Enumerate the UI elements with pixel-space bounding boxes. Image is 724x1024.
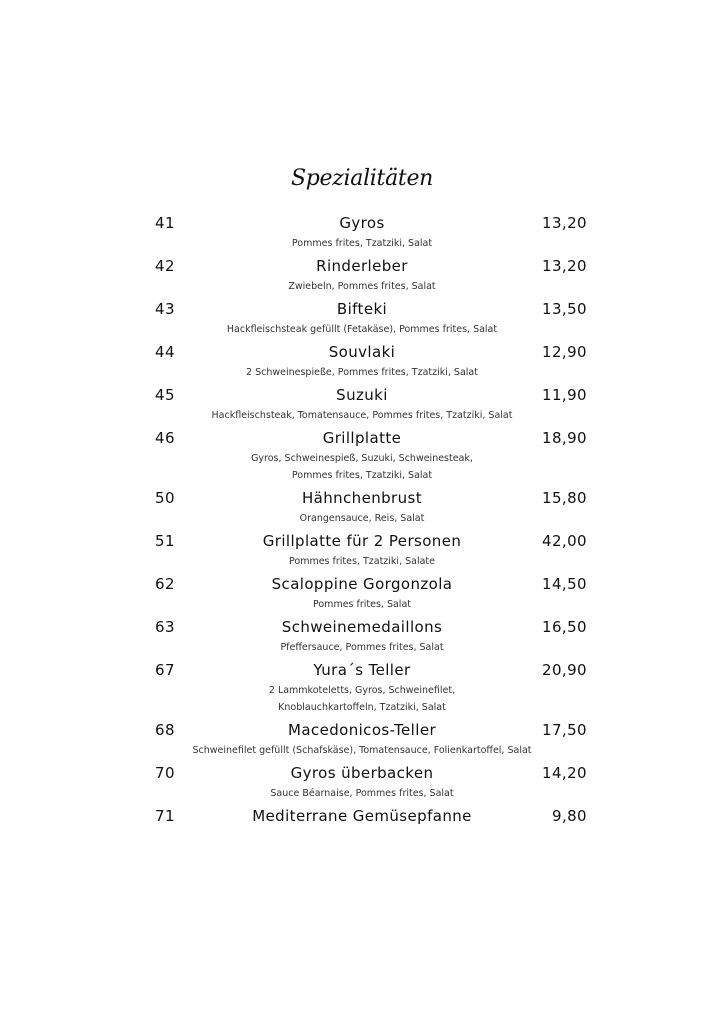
item-price: 14,50 — [542, 575, 587, 593]
item-name: Gyros — [339, 214, 385, 232]
item-name: Bifteki — [336, 300, 388, 318]
description-line: Schweinefilet gefüllt (Schafskäse), Tomatensauce, Folienkartoffel, Salat — [192, 745, 532, 756]
item-name: Macedonicos-Teller — [287, 721, 437, 739]
menu-item — [0, 254, 724, 297]
menu-item-header — [0, 426, 724, 450]
item-name: Scaloppine Gorgonzola — [271, 575, 453, 593]
item-number: 67 — [155, 661, 175, 679]
item-price: 18,90 — [542, 429, 587, 447]
description-line: Pfeffersauce, Pommes frites, Salat — [280, 642, 444, 653]
item-number: 45 — [155, 386, 175, 404]
item-number: 43 — [155, 300, 175, 318]
menu-item — [0, 718, 724, 761]
item-description — [150, 321, 574, 338]
item-description — [150, 682, 574, 716]
item-price: 42,00 — [542, 532, 587, 550]
item-price: 14,20 — [542, 764, 587, 782]
item-description — [150, 553, 574, 570]
page-title: Spezialitäten — [290, 166, 434, 191]
menu-item — [0, 529, 724, 572]
menu-list — [0, 211, 724, 828]
description-line: Orangensauce, Reis, Salat — [299, 513, 425, 524]
menu-item — [0, 572, 724, 615]
item-number: 63 — [155, 618, 175, 636]
item-price: 13,20 — [542, 257, 587, 275]
item-description — [150, 639, 574, 656]
description-line: Pommes frites, Salat — [312, 599, 411, 610]
description-line: Gyros, Schweinespieß, Suzuki, Schweinesteak, — [251, 453, 473, 464]
menu-item-header — [0, 804, 724, 828]
menu-item — [0, 658, 724, 718]
menu-item-header — [0, 718, 724, 742]
menu-item-header — [0, 761, 724, 785]
item-number: 62 — [155, 575, 175, 593]
menu-item — [0, 486, 724, 529]
item-description — [150, 742, 574, 759]
menu-item-header — [0, 572, 724, 596]
item-name: Schweinemedaillons — [281, 618, 443, 636]
description-line: 2 Schweinespieße, Pommes frites, Tzatziki, Salat — [246, 367, 478, 378]
item-price: 20,90 — [542, 661, 587, 679]
menu-item-header — [0, 658, 724, 682]
item-name: Rinderleber — [316, 257, 408, 275]
menu-item-header — [0, 340, 724, 364]
item-price: 12,90 — [542, 343, 587, 361]
item-price: 16,50 — [542, 618, 587, 636]
item-number: 68 — [155, 721, 175, 739]
item-name: Hähnchenbrust — [301, 489, 423, 507]
item-number: 70 — [155, 764, 175, 782]
menu-item — [0, 297, 724, 340]
item-description — [150, 278, 574, 295]
item-description — [150, 407, 574, 424]
menu-item — [0, 615, 724, 658]
item-number: 46 — [155, 429, 175, 447]
item-description — [150, 235, 574, 252]
item-description — [150, 364, 574, 381]
item-number: 41 — [155, 214, 175, 232]
item-price: 17,50 — [542, 721, 587, 739]
menu-item-header — [0, 211, 724, 235]
description-line: Pommes frites, Tzatziki, Salate — [289, 556, 435, 567]
item-name: Suzuki — [336, 386, 388, 404]
description-line: 2 Lammkoteletts, Gyros, Schweinefilet, — [268, 685, 456, 696]
menu-item — [0, 340, 724, 383]
menu-item-header — [0, 529, 724, 553]
item-number: 44 — [155, 343, 175, 361]
menu-item-header — [0, 486, 724, 510]
item-description — [150, 510, 574, 527]
item-name: Mediterrane Gemüsepfanne — [252, 807, 472, 825]
item-number: 51 — [155, 532, 175, 550]
item-price: 9,80 — [552, 807, 587, 825]
menu-item — [0, 426, 724, 486]
item-description — [150, 596, 574, 613]
item-description — [150, 450, 574, 484]
item-price: 11,90 — [542, 386, 587, 404]
item-price: 13,50 — [542, 300, 587, 318]
menu-item-header — [0, 297, 724, 321]
item-name: Grillplatte für 2 Personen — [262, 532, 462, 550]
item-price: 13,20 — [542, 214, 587, 232]
description-line: Zwiebeln, Pommes frites, Salat — [288, 281, 436, 292]
menu-item — [0, 804, 724, 828]
menu-item — [0, 211, 724, 254]
item-name: Grillplatte — [322, 429, 402, 447]
menu-item — [0, 761, 724, 804]
description-line: Pommes frites, Tzatziki, Salat — [291, 470, 433, 481]
description-line: Knoblauchkartoffeln, Tzatziki, Salat — [278, 702, 446, 713]
item-number: 42 — [155, 257, 175, 275]
menu-item-header — [0, 254, 724, 278]
menu-item-header — [0, 383, 724, 407]
menu-item-header — [0, 615, 724, 639]
item-number: 50 — [155, 489, 175, 507]
item-name: Yura´s Teller — [313, 661, 411, 679]
item-number: 71 — [155, 807, 175, 825]
description-line: Hackfleischsteak gefüllt (Fetakäse), Pommes frites, Salat — [226, 324, 498, 335]
description-line: Pommes frites, Tzatziki, Salat — [291, 238, 433, 249]
item-price: 15,80 — [542, 489, 587, 507]
item-name: Gyros überbacken — [290, 764, 434, 782]
item-name: Souvlaki — [328, 343, 396, 361]
description-line: Sauce Béarnaise, Pommes frites, Salat — [270, 788, 454, 799]
item-description — [150, 785, 574, 802]
description-line: Hackfleischsteak, Tomatensauce, Pommes frites, Tzatziki, Salat — [211, 410, 513, 421]
menu-item — [0, 383, 724, 426]
